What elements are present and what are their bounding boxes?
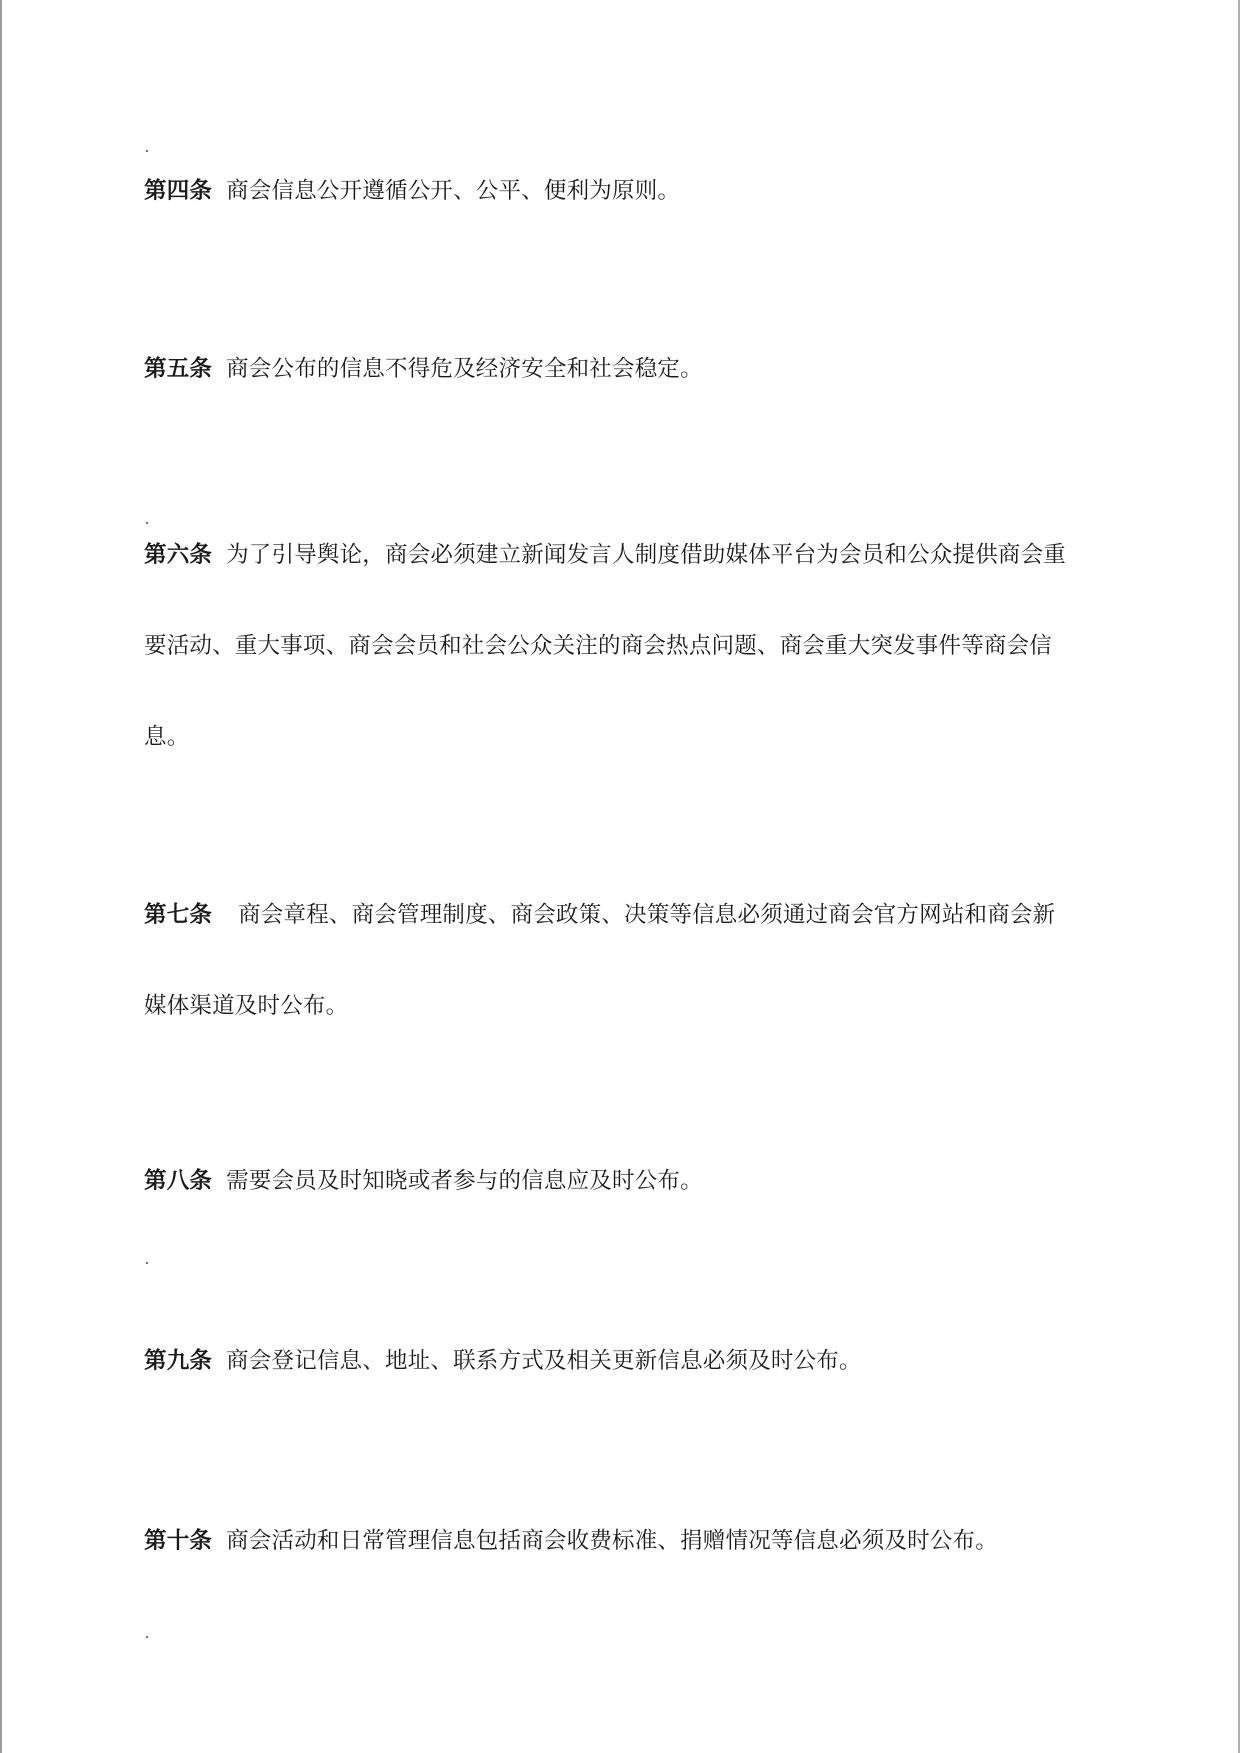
article-9 (144, 1316, 1134, 1407)
article-line (144, 1496, 1134, 1587)
article-7 (144, 870, 1134, 1052)
article-line (144, 601, 1134, 692)
article-5 (144, 324, 1134, 415)
article-number: 第八条 (144, 1168, 213, 1194)
article-text: 为了引导舆论，商会必须建立新闻发言人制度借助媒体平台为会员和公众提供商会重 (226, 542, 1067, 568)
scan-edge-left (0, 0, 2, 1753)
article-line (144, 961, 1134, 1052)
article-text: 息。 (144, 724, 190, 750)
article-text: 商会信息公开遵循公开、公平、便利为原则。 (226, 178, 681, 204)
article-8 (144, 1136, 1134, 1227)
article-text: 要活动、重大事项、商会会员和社会公众关注的商会热点问题、商会重大突发事件等商会信 (144, 633, 1053, 659)
article-number: 第九条 (144, 1348, 213, 1374)
article-number: 第五条 (144, 356, 213, 382)
article-line (144, 510, 1134, 601)
article-number: 第六条 (144, 542, 213, 568)
article-number: 第四条 (144, 178, 213, 204)
article-4 (144, 146, 1134, 237)
article-line (144, 1136, 1134, 1227)
article-number: 第七条 (144, 902, 213, 928)
article-text: 商会公布的信息不得危及经济安全和社会稳定。 (226, 356, 703, 382)
article-text: 商会章程、商会管理制度、商会政策、决策等信息必须通过商会官方网站和商会新 (238, 902, 1056, 928)
article-line (144, 324, 1134, 415)
article-line (144, 146, 1134, 237)
scan-speck (146, 1636, 148, 1638)
article-number: 第十条 (144, 1528, 213, 1554)
article-text: 媒体渠道及时公布。 (144, 993, 349, 1019)
article-line (144, 692, 1134, 783)
article-text: 需要会员及时知晓或者参与的信息应及时公布。 (226, 1168, 703, 1194)
article-text: 商会活动和日常管理信息包括商会收费标准、捐赠情况等信息必须及时公布。 (226, 1528, 998, 1554)
article-text: 商会登记信息、地址、联系方式及相关更新信息必须及时公布。 (226, 1348, 862, 1374)
article-line (144, 870, 1134, 961)
scan-speck (146, 1262, 148, 1264)
article-6 (144, 510, 1134, 783)
article-10 (144, 1496, 1134, 1587)
article-line (144, 1316, 1134, 1407)
